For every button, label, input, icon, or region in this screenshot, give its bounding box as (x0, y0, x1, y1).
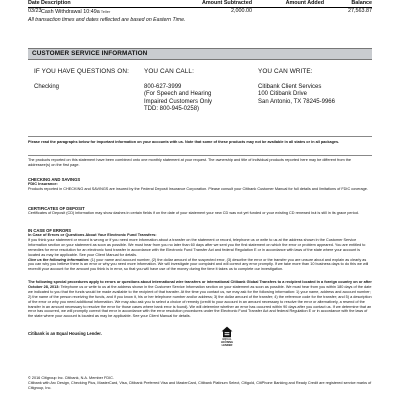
fdic-heading: FDIC Insurance: (28, 181, 58, 186)
txn-tag: Teller (100, 9, 111, 14)
questions-column (34, 68, 129, 91)
fdic-text: Products reported in CHECKING and SAVINGS are insured by the Federal Deposit Insurance Corporation. Please consult your Citibank Customer Manual for full details and limitations of FDIC coverage. (28, 186, 368, 191)
customer-service-info (28, 62, 372, 118)
copyright: © 2016 Citigroup Inc. Citibank, N.A. Member FDIC. (28, 376, 114, 380)
customer-service-title: CUSTOMER SERVICE INFORMATION (28, 48, 372, 60)
combined-statement-notice: The products reported on this statement have been combined onto one monthly statement at your request. The ownership and title of individual products reported here may be different from the addressee(s) on the first page. (28, 158, 351, 167)
eft-text: If you think your statement or record is wrong or if you need more information about a transfer on the statement or record, telephone us or write to us at the address shown in the Customer Service Information section on your statement as soon as possible. We must hear from you no later than 60 days after we sent you the first statement on which the error or problem appeared. You are entitled to remedies for error resolution for an electronic fund transfer in accordance with the Electronic Fund Transfer Act and federal Regulation E or in accordance with laws of the state where your account is located as may be applicable. See your Client Manual for details. (28, 237, 366, 257)
txn-added (252, 8, 324, 16)
col-added-header: Amount Added (285, 0, 324, 6)
txn-balance: 27,563.87 (348, 8, 372, 14)
tdd-line-1: (For Speech and Hearing (144, 91, 212, 98)
transactions-header-row (28, 0, 372, 8)
equal-housing-statement: Citibank is an Equal Housing Lender. (28, 331, 102, 336)
col-balance-header: Balance (351, 0, 372, 6)
col-description-header: Description (41, 0, 71, 6)
cd-heading: CERTIFICATES OF DEPOSIT (28, 206, 85, 211)
errors-heading: IN CASE OF ERRORS (28, 228, 72, 233)
checking-savings-heading: CHECKING AND SAVINGS (28, 177, 81, 182)
col-subtracted-header: Amount Subtracted (201, 0, 252, 6)
table-row (28, 8, 372, 16)
address-line-2: 100 Citibank Drive (258, 91, 308, 98)
phone-number: 800-627-3999 (144, 83, 182, 90)
errors-section (28, 228, 372, 272)
ehl-logo-text: EQUAL HOUSING LENDER (220, 338, 234, 347)
questions-heading: IF YOU HAVE QUESTIONS ON: (34, 68, 129, 75)
tdd-number: TDD: 800-945-0258) (144, 106, 200, 113)
checking-savings-section (28, 177, 372, 192)
transactions-table (28, 0, 372, 23)
equal-housing-lender-logo (219, 326, 235, 350)
call-heading: YOU CAN CALL: (144, 68, 194, 75)
transactions-time-note: All transaction times and dates reflected are based on Eastern Time. (28, 16, 186, 23)
txn-description (41, 8, 182, 16)
special-procedures-text: Telephone us or write to us at the address shown in the Customer Service Information section on your statement as soon as possible. We must hear from you within 180 days of the date we indicated to you that the funds would be made available to the recipient of that transfer. At the time you contact us, we may ask for the following information: 1) your name, address and account number; 2) the name of the person receiving the funds, and if you know it, his or her telephone number and/or address; 3) the dollar amount of the transfer; 4) the reference code for the transfer; and 5) a description of the error or why you need additional information. We may also ask you to select a choice of remedy (credit to your account in an amount necessary to resolve the error or alternatively, a resend of the transfer in an amount necessary to resolve the error for those cases where bank error is found). We will determine whether an error has occurred within 90 days after you contact us. If we determine that an error has occurred, we will promptly correct that error in accordance with the error resolution procedures under the Electronic Fund Transfer Act and federal Regulation E or in accordance with the laws of the state where your account is located as may be applicable. See your Client Manual for details. (28, 284, 372, 319)
house-icon (221, 326, 233, 338)
give-info-paragraph (28, 258, 372, 273)
section-divider (28, 136, 372, 137)
txn-subtracted: 2,000.00 (231, 8, 252, 14)
trademarks: Citibank with Arc Design, Checking Plus, MasterCard, Visa, Citibank Preferred Visa and MasterCard, Citibank Platinum Select, Citigold, CitiPhone Banking and Ready Credit are registered service marks of Citigroup, Inc. (28, 380, 372, 390)
txn-description-text: Cash Withdrawal 10:49a (41, 9, 100, 15)
txn-date: 03/23 (28, 8, 42, 14)
eft-heading: In Case of Errors or Questions About Your Electronic Fund Transfers: (28, 232, 157, 237)
cd-text: Certificates of Deposit (CD) information may show dashes in certain fields if on the date of your statement your new CD was not yet funded or your existing CD renewed but is still in its grace period. (28, 211, 359, 215)
please-read-notice: Please read the paragraphs below for important information on your accounts with us. Note that some of these products may not be available in all states or in all packages. (28, 140, 340, 144)
write-column (258, 68, 335, 106)
address-line-3: San Antonio, TX 78245-9966 (258, 98, 335, 105)
footer (28, 376, 372, 391)
address-line-1: Citibank Client Services (258, 83, 322, 90)
write-heading: YOU CAN WRITE: (258, 68, 313, 75)
col-date-header: Date (28, 0, 40, 6)
question-item-checking: Checking (34, 83, 60, 90)
section-divider (28, 155, 372, 156)
call-column (144, 68, 212, 114)
tdd-line-2: Impaired Customers Only (144, 98, 213, 105)
give-info-text: (1) your name and account number, (2) the dollar amount of the suspected error, (3) describe the error or the transfer you are unsure about and explain as clearly as you can why you believe there is an error or why you need more information. We will investigate your complaint and will correct any error promptly. If we take more than 10 business days to do this we will recredit your account for the amount you think is in error, so that you will have use of the money during the time it takes us to complete our investigation. (28, 257, 369, 272)
special-procedures-heading: The following special procedures apply to errors or questions about international wire transfers or international Citibank Global Transfers to a recipient located in a foreign country on or after October 28, 2013: (28, 280, 372, 289)
international-transfers-section (28, 280, 372, 319)
cd-section (28, 206, 372, 216)
give-info-label: Give us the following information: (28, 257, 90, 262)
